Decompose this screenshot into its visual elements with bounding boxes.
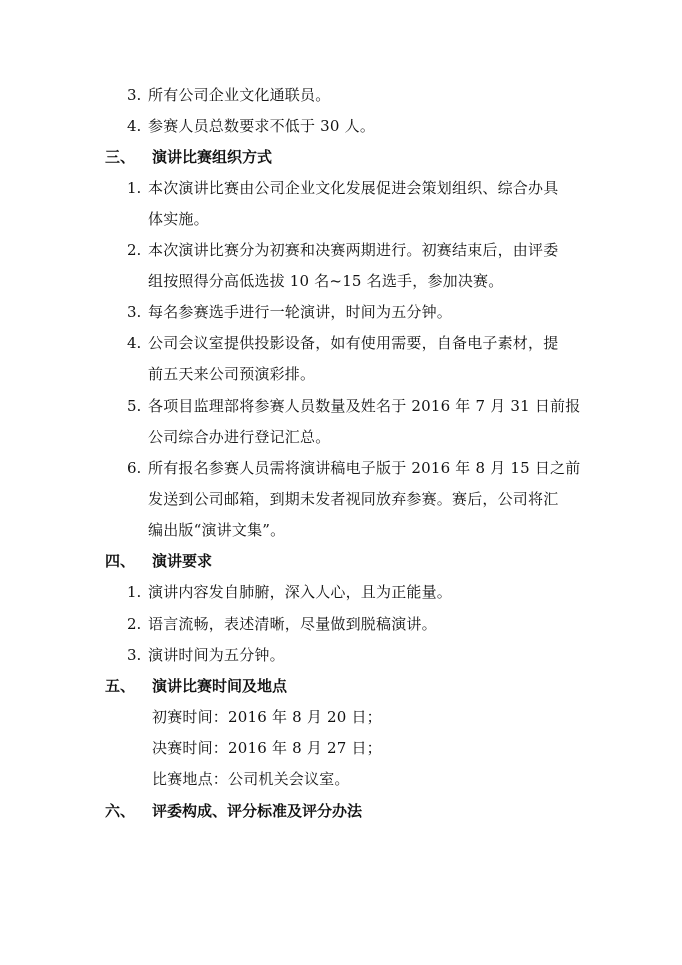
schedule-line: 初赛时间：2016 年 8 月 20 日； bbox=[152, 708, 382, 726]
list-number: 6. bbox=[127, 459, 142, 477]
section-heading: 演讲要求 bbox=[152, 552, 213, 570]
list-item-text: 组按照得分高低选拔 10 名~15 名选手，参加决赛。 bbox=[148, 272, 504, 290]
section-number: 三、 bbox=[105, 148, 136, 166]
list-item-text: 各项目监理部将参赛人员数量及姓名于 2016 年 7 月 31 日前报 bbox=[148, 397, 581, 415]
list-number: 4. bbox=[127, 334, 142, 352]
list-item-text: 本次演讲比赛由公司企业文化发展促进会策划组织、综合办具 bbox=[148, 179, 559, 197]
list-number: 5. bbox=[127, 397, 142, 415]
section-number: 五、 bbox=[105, 677, 136, 695]
list-number: 1. bbox=[127, 179, 142, 197]
section-number: 四、 bbox=[105, 552, 136, 570]
list-number: 1. bbox=[127, 583, 142, 601]
list-number: 3. bbox=[127, 646, 142, 664]
section-number: 六、 bbox=[105, 802, 136, 820]
list-item-text: 本次演讲比赛分为初赛和决赛两期进行。初赛结束后，由评委 bbox=[148, 241, 559, 259]
section-heading: 演讲比赛组织方式 bbox=[152, 148, 273, 166]
list-number: 3. bbox=[127, 86, 142, 104]
list-item-text: 演讲时间为五分钟。 bbox=[148, 646, 285, 664]
list-item-text: 参赛人员总数要求不低于 30 人。 bbox=[148, 117, 376, 135]
list-item-text: 演讲内容发自肺腑，深入人心，且为正能量。 bbox=[148, 583, 453, 601]
section-heading: 演讲比赛时间及地点 bbox=[152, 677, 288, 695]
list-item-text: 编出版“演讲文集”。 bbox=[148, 521, 286, 539]
list-number: 3. bbox=[127, 303, 142, 321]
list-item-text: 语言流畅，表述清晰，尽量做到脱稿演讲。 bbox=[148, 615, 437, 633]
schedule-line: 决赛时间：2016 年 8 月 27 日； bbox=[152, 739, 382, 757]
list-item-text: 所有公司企业文化通联员。 bbox=[148, 86, 331, 104]
list-item-text: 体实施。 bbox=[148, 210, 209, 228]
list-number: 4. bbox=[127, 117, 142, 135]
list-item-text: 发送到公司邮箱，到期未发者视同放弃参赛。赛后，公司将汇 bbox=[148, 490, 559, 508]
list-item-text: 前五天来公司预演彩排。 bbox=[148, 365, 316, 383]
list-item-text: 公司综合办进行登记汇总。 bbox=[148, 428, 331, 446]
list-item-text: 每名参赛选手进行一轮演讲，时间为五分钟。 bbox=[148, 303, 453, 321]
list-item-text: 公司会议室提供投影设备，如有使用需要，自备电子素材，提 bbox=[148, 334, 559, 352]
list-item-text: 所有报名参赛人员需将演讲稿电子版于 2016 年 8 月 15 日之前 bbox=[148, 459, 581, 477]
list-number: 2. bbox=[127, 241, 142, 259]
section-heading: 评委构成、评分标准及评分办法 bbox=[152, 802, 363, 820]
list-number: 2. bbox=[127, 615, 142, 633]
venue-line: 比赛地点：公司机关会议室。 bbox=[152, 770, 350, 788]
